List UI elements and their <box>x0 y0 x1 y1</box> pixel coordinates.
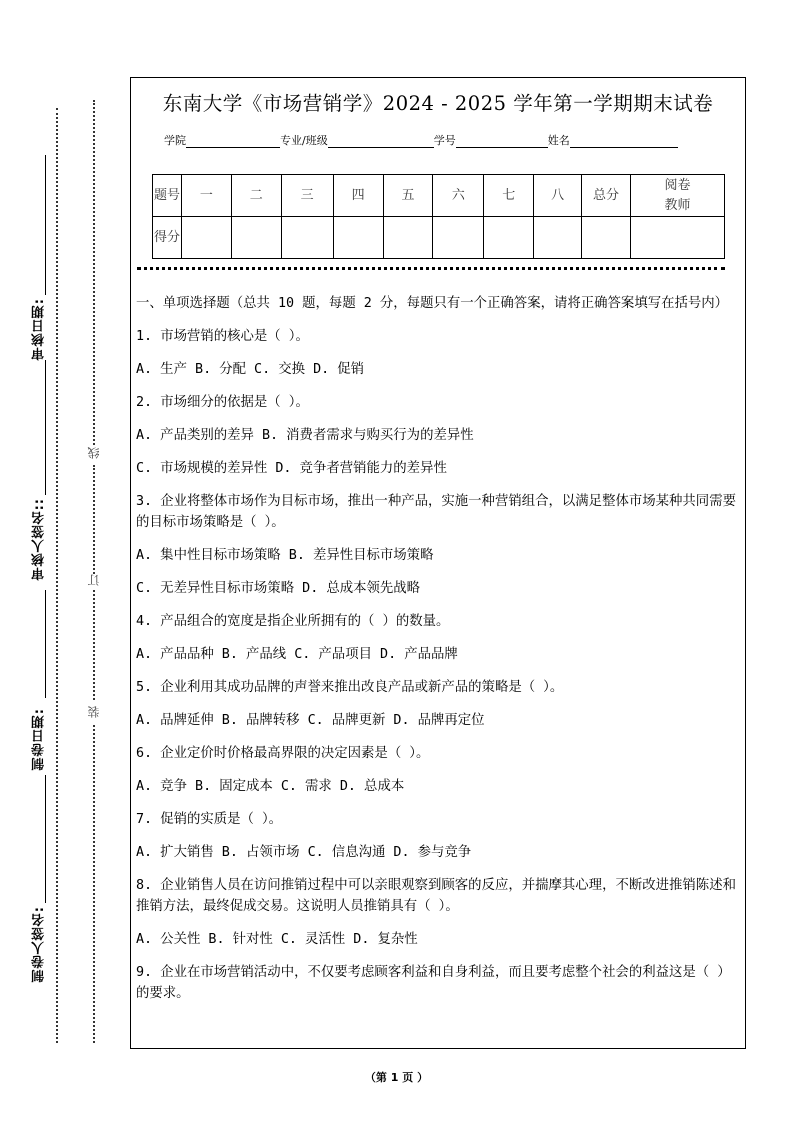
student-info-row <box>164 132 678 148</box>
question-2-options-line-2: C. 市场规模的差异性 D. 竞争者营销能力的差异性 <box>136 461 447 476</box>
score-cell[interactable] <box>383 217 433 259</box>
reviewer-signature-label: 审核人签名:: <box>32 498 47 581</box>
question-number: 6. <box>136 746 153 761</box>
score-cell[interactable] <box>433 217 484 259</box>
question-text: 企业利用其成功品牌的声誉来推出改良产品或新产品的策略是（ ）。 <box>160 680 564 695</box>
question-number: 1. <box>136 329 153 344</box>
score-cell[interactable] <box>534 217 582 259</box>
exam-frame <box>130 77 746 1049</box>
question-4 <box>136 611 739 632</box>
setter-date-label: 制卷日期: <box>32 708 47 771</box>
question-6 <box>136 743 739 764</box>
question-text: 市场细分的依据是（ ）。 <box>160 395 309 410</box>
question-number: 3. <box>136 494 153 509</box>
score-table <box>152 174 725 259</box>
student-id-label: 学号 <box>433 134 456 147</box>
question-8-options: A. 公关性 B. 针对性 C. 灵活性 D. 复杂性 <box>136 932 418 947</box>
question-number: 9. <box>136 965 153 980</box>
total-score-header: 总分 <box>582 175 631 217</box>
question-3-options-line-1: A. 集中性目标市场策略 B. 差异性目标市场策略 <box>136 548 434 563</box>
score-cell[interactable] <box>484 217 534 259</box>
student-id-field[interactable] <box>456 136 548 148</box>
major-class-field[interactable] <box>328 136 434 148</box>
question-3 <box>136 491 739 533</box>
column-header: 四 <box>333 175 383 217</box>
grader-cell[interactable] <box>630 217 724 259</box>
column-header: 六 <box>433 175 484 217</box>
setter-signature-label: 制卷人签名: <box>32 906 47 983</box>
question-text: 促销的实质是（ ）。 <box>160 812 283 827</box>
question-2 <box>136 392 739 413</box>
name-label: 姓名 <box>547 134 570 147</box>
question-7 <box>136 809 739 830</box>
binding-dotted-line-inner <box>93 100 95 452</box>
college-field[interactable] <box>186 136 280 148</box>
question-1-options: A. 生产 B. 分配 C. 交换 D. 促销 <box>136 362 365 377</box>
question-text: 企业销售人员在访问推销过程中可以亲眼观察到顾客的反应，并揣摩其心理，不断改进推销陈述和推销方法，最终促成交易。这说明人员推销具有（ ）。 <box>136 878 736 914</box>
question-number: 5. <box>136 680 153 695</box>
reviewer-signature-blank[interactable] <box>45 360 46 495</box>
binding-dotted-line-inner <box>93 590 95 700</box>
reviewer-date-blank[interactable] <box>45 155 46 295</box>
score-cell[interactable] <box>231 217 281 259</box>
question-9 <box>136 962 739 1004</box>
section-divider <box>137 267 725 270</box>
column-header: 五 <box>383 175 433 217</box>
setter-date-blank[interactable] <box>45 590 46 698</box>
score-table-score-row <box>153 217 725 259</box>
total-score-cell[interactable] <box>582 217 631 259</box>
score-cell[interactable] <box>281 217 333 259</box>
question-4-options: A. 产品品种 B. 产品线 C. 产品项目 D. 产品品牌 <box>136 647 458 662</box>
grader-header: 阅卷教师 <box>630 175 724 217</box>
column-header: 三 <box>281 175 333 217</box>
question-text: 市场营销的核心是（ ）。 <box>160 329 309 344</box>
cut-mark-line: 线 <box>87 447 101 459</box>
reviewer-date-label: 审核日期: <box>32 298 47 361</box>
exam-title: 东南大学《市场营销学》2024 - 2025 学年第一学期期末试卷 <box>162 92 714 115</box>
question-number-header: 题号 <box>153 175 182 217</box>
binding-dotted-line-inner <box>93 725 95 1043</box>
exam-content <box>136 293 739 1016</box>
name-field[interactable] <box>570 136 678 148</box>
score-row-header: 得分 <box>153 217 182 259</box>
question-8 <box>136 875 739 917</box>
column-header: 八 <box>534 175 582 217</box>
cut-mark-fold: 装 <box>87 706 101 718</box>
question-number: 8. <box>136 878 153 893</box>
question-text: 企业在市场营销活动中，不仅要考虑顾客利益和自身利益，而且要考虑整个社会的利益这是（ ）的要求。 <box>136 965 731 1001</box>
major-class-label: 专业/班级 <box>280 134 328 147</box>
column-header: 二 <box>231 175 281 217</box>
question-6-options: A. 竞争 B. 固定成本 C. 需求 D. 总成本 <box>136 779 405 794</box>
question-5-options: A. 品牌延伸 B. 品牌转移 C. 品牌更新 D. 品牌再定位 <box>136 713 485 728</box>
binding-dotted-line-outer <box>56 108 58 1043</box>
cut-mark-bind: 订 <box>87 574 101 586</box>
question-1 <box>136 326 739 347</box>
question-number: 7. <box>136 812 153 827</box>
question-number: 2. <box>136 395 153 410</box>
question-5 <box>136 677 739 698</box>
question-text: 产品组合的宽度是指企业所拥有的（ ）的数量。 <box>160 614 450 629</box>
setter-signature-blank[interactable] <box>45 775 46 903</box>
question-text: 企业将整体市场作为目标市场，推出一种产品，实施一种营销组合，以满足整体市场某种共同需要的目标市场策略是（ ）。 <box>136 494 736 530</box>
score-table-header-row <box>153 175 725 217</box>
column-header: 七 <box>484 175 534 217</box>
section-title: 一、单项选择题（总共 10 题，每题 2 分，每题只有一个正确答案，请将正确答案填写在括号内） <box>136 296 729 311</box>
binding-dotted-line-inner <box>93 465 95 577</box>
score-cell[interactable] <box>181 217 231 259</box>
question-7-options: A. 扩大销售 B. 占领市场 C. 信息沟通 D. 参与竞争 <box>136 845 472 860</box>
page-number: （第 1 页 ） <box>364 1071 429 1084</box>
column-header: 一 <box>181 175 231 217</box>
question-3-options-line-2: C. 无差异性目标市场策略 D. 总成本领先战略 <box>136 581 421 596</box>
question-number: 4. <box>136 614 153 629</box>
score-cell[interactable] <box>333 217 383 259</box>
question-text: 企业定价时价格最高界限的决定因素是（ ）。 <box>160 746 430 761</box>
college-label: 学院 <box>164 134 186 147</box>
question-2-options-line-1: A. 产品类别的差异 B. 消费者需求与购买行为的差异性 <box>136 428 474 443</box>
